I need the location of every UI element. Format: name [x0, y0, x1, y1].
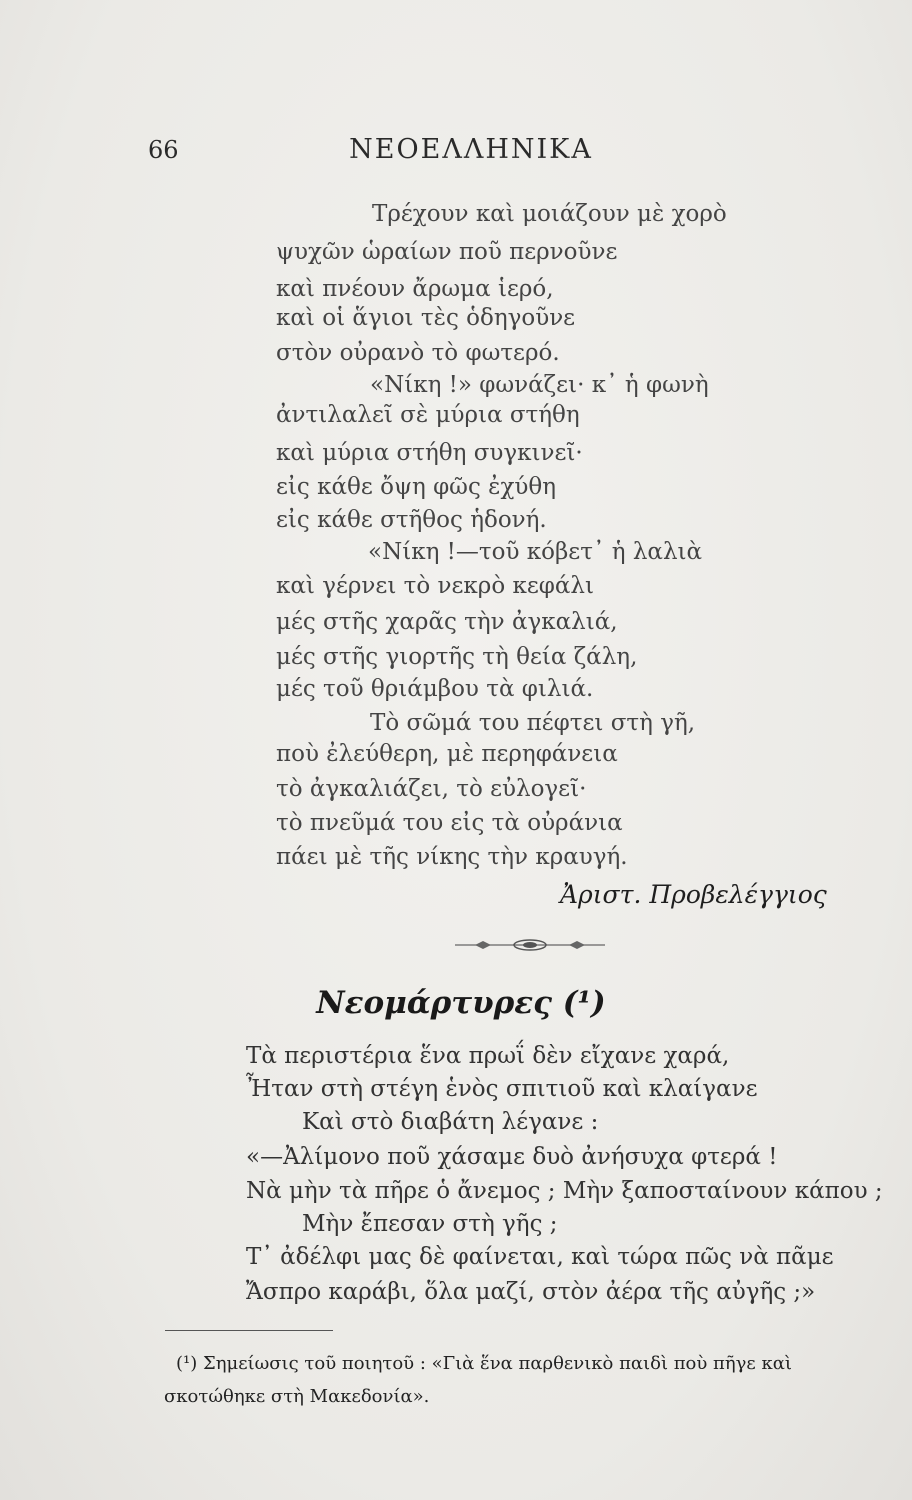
poem-line: «—Ἀλίμονο ποῦ χάσαμε δυὸ ἀνήσυχα φτερά !: [246, 1144, 778, 1170]
poem-line: Ἦταν στὴ στέγη ἑνὸς σπιτιοῦ καὶ κλαίγανε: [246, 1076, 758, 1102]
poem-line: τὸ πνεῦμά του εἰς τὰ οὐράνια: [276, 810, 623, 836]
poem-line: Καὶ στὸ διαβάτη λέγανε :: [302, 1109, 599, 1135]
poem-line: πάει μὲ τῆς νίκης τὴν κραυγή.: [276, 844, 628, 870]
poem-line: Τρέχουν καὶ μοιάζουν μὲ χορὸ: [372, 201, 727, 227]
footnote-rule: [165, 1330, 333, 1331]
poem-line: καὶ πνέουν ἄρωμα ἱερό,: [276, 276, 554, 302]
poem-line: ποὺ ἐλεύθερη, μὲ περηφάνεια: [276, 741, 618, 767]
poem-line: Τὸ σῶμά του πέφτει στὴ γῆ,: [370, 710, 696, 736]
page-number: 66: [148, 136, 179, 164]
poem-line: εἰς κάθε στῆθος ἡδονή.: [276, 507, 547, 533]
poem-line: «Νίκη !» φωνάζει· κ᾿ ἡ φωνὴ: [370, 372, 709, 398]
running-title: ΝΕΟΕΛΛΗΝΙΚΑ: [349, 134, 593, 165]
footnote-line: (¹) Σημείωσις τοῦ ποιητοῦ : «Γιὰ ἕνα παρθενικὸ παιδὶ ποὺ πῆγε καὶ: [176, 1353, 792, 1374]
poem-line: Τ᾿ ἀδέλφι μας δὲ φαίνεται, καὶ τώρα πῶς νὰ πᾶμε: [246, 1244, 834, 1270]
poem-line: Μὴν ἔπεσαν στὴ γῆς ;: [302, 1211, 558, 1237]
poem-line: Ἄσπρο καράβι, ὅλα μαζί, στὸν ἀέρα τῆς αὐγῆς ;»: [246, 1279, 816, 1305]
poem-line: Νὰ μὴν τὰ πῆρε ὁ ἄνεμος ; Μὴν ξαποσταίνουν κάπου ;: [246, 1178, 883, 1204]
poem-line: καὶ οἱ ἅγιοι τὲς ὁδηγοῦνε: [276, 305, 576, 331]
poem-line: μές τοῦ θριάμβου τὰ φιλιά.: [276, 676, 594, 702]
poem-line: ψυχῶν ὡραίων ποῦ περνοῦνε: [276, 239, 618, 265]
poem-line: εἰς κάθε ὄψη φῶς ἐχύθη: [276, 474, 557, 500]
poem-line: Τὰ περιστέρια ἕνα πρωΐ δὲν εἴχανε χαρά,: [246, 1043, 730, 1069]
poem-line: ἀντιλαλεῖ σὲ μύρια στήθη: [276, 402, 580, 428]
poem-signature: Ἀριστ. Προβελέγγιος: [560, 880, 827, 909]
poem-line: τὸ ἀγκαλιάζει, τὸ εὐλογεῖ·: [276, 776, 587, 802]
poem-line: στὸν οὐρανὸ τὸ φωτερό.: [276, 340, 560, 366]
poem-line: μές στῆς γιορτῆς τὴ θεία ζάλη,: [276, 644, 638, 670]
poem-line: καὶ γέρνει τὸ νεκρὸ κεφάλι: [276, 573, 595, 599]
poem-2-title: Νεομάρτυρες (¹): [316, 985, 606, 1021]
ornament-divider-icon: [455, 938, 605, 952]
poem-line: καὶ μύρια στήθη συγκινεῖ·: [276, 440, 583, 466]
footnote-line: σκοτώθηκε στὴ Μακεδονία».: [164, 1386, 430, 1407]
poem-line: μές στῆς χαρᾶς τὴν ἀγκαλιά,: [276, 609, 618, 635]
poem-line: «Νίκη !—τοῦ κόβετ᾿ ἡ λαλιὰ: [368, 539, 703, 565]
